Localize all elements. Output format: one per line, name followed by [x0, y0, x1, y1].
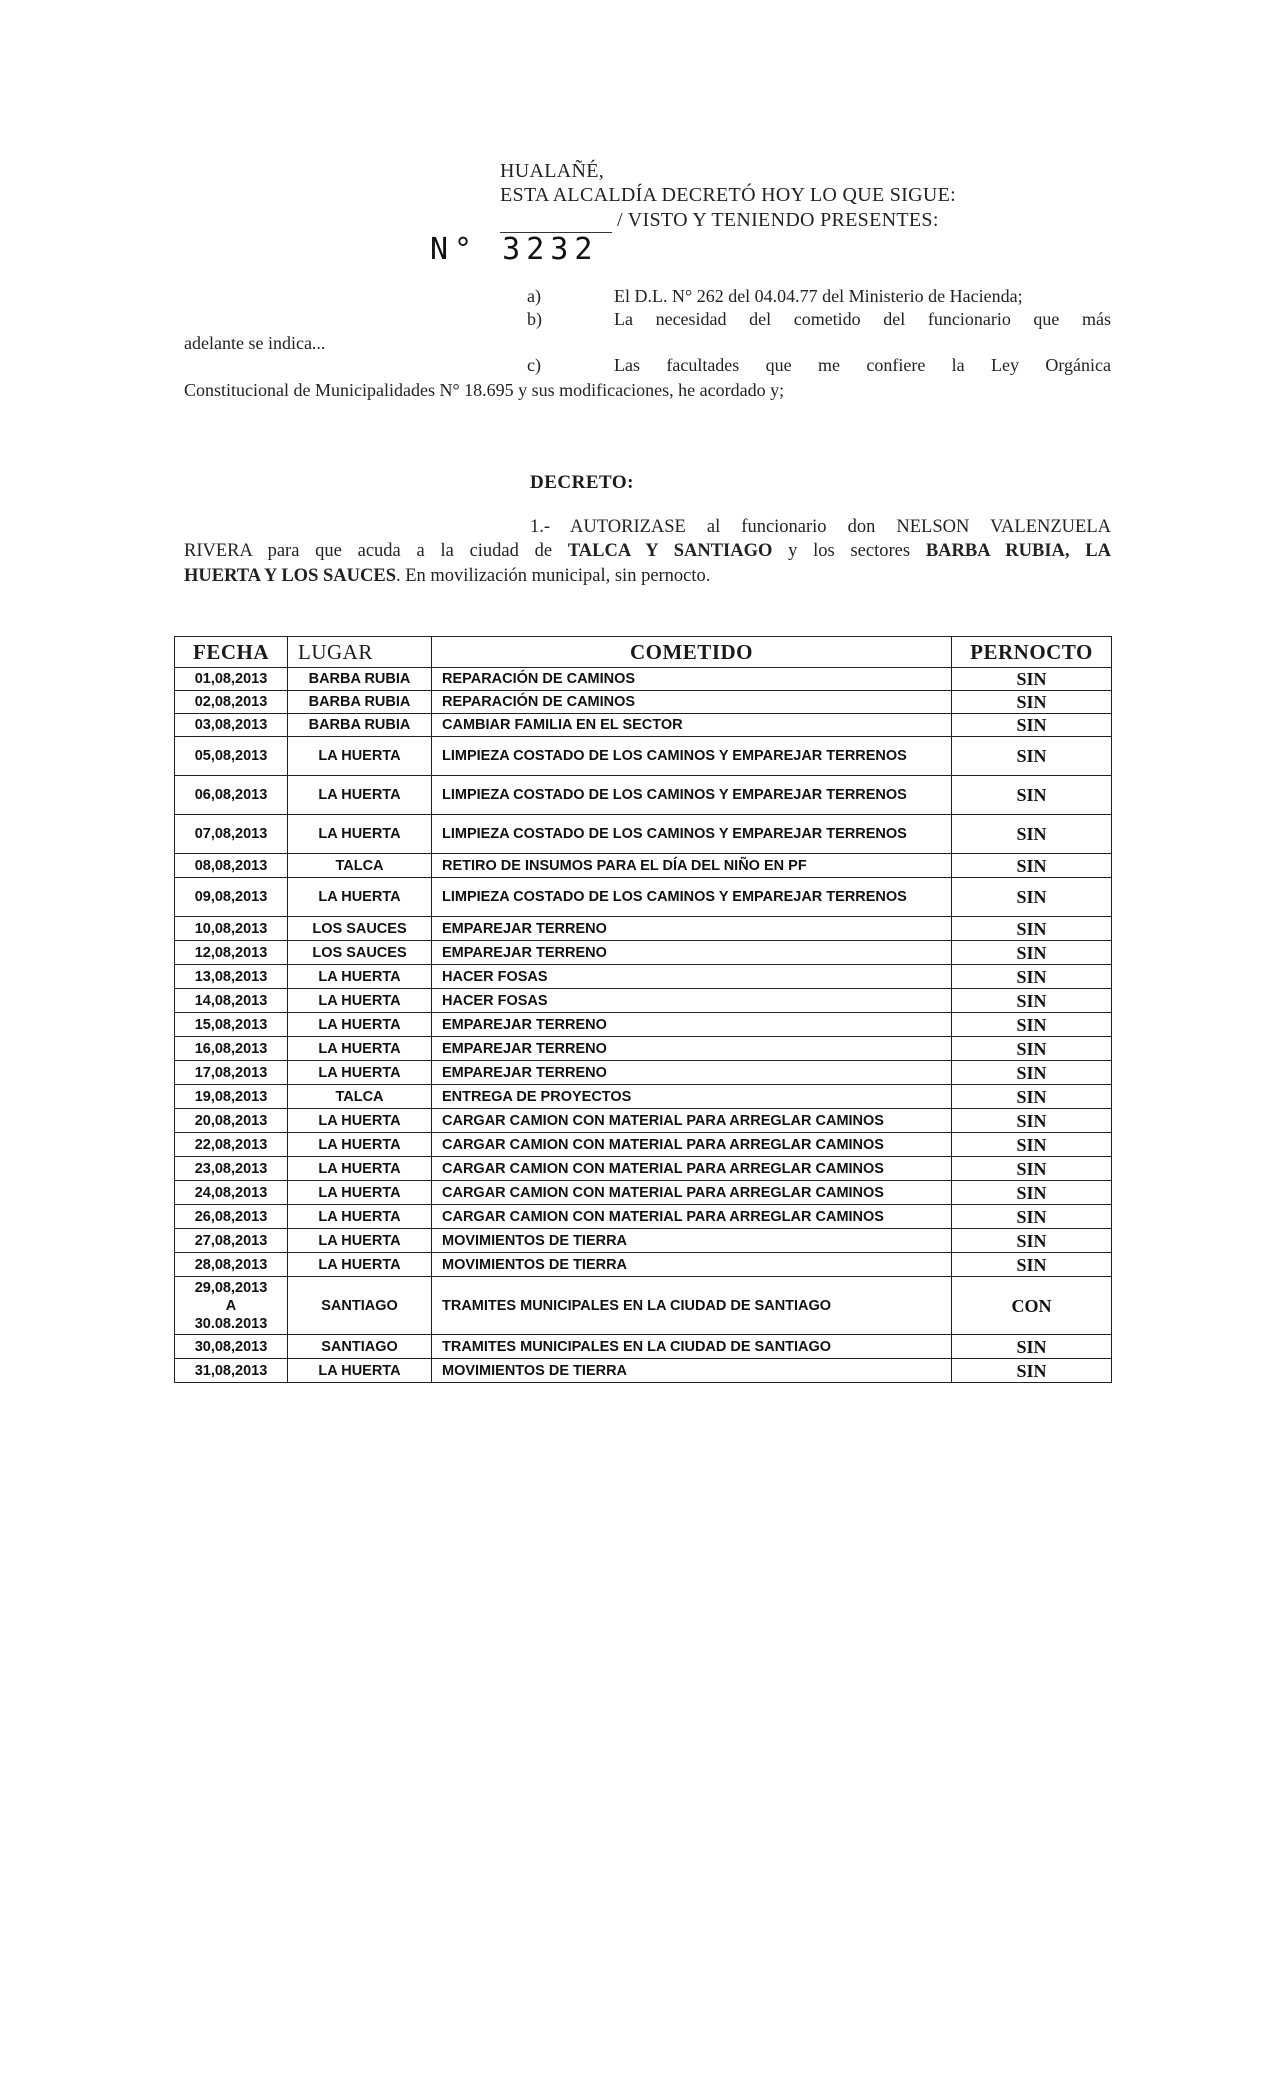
cell-lugar: LA HUERTA [288, 1229, 432, 1253]
table-row [175, 1359, 1112, 1383]
cell-pernocto: SIN [952, 1253, 1112, 1277]
cell-fecha [175, 1277, 288, 1335]
cell-cometido: TRAMITES MUNICIPALES EN LA CIUDAD DE SANTIAGO [432, 1335, 952, 1359]
cell-cometido: TRAMITES MUNICIPALES EN LA CIUDAD DE SANTIAGO [432, 1277, 952, 1335]
cell-cometido: EMPAREJAR TERRENO [432, 1013, 952, 1037]
cell-cometido: CARGAR CAMION CON MATERIAL PARA ARREGLAR CAMINOS [432, 1133, 952, 1157]
decreto-cities: TALCA Y SANTIAGO [567, 541, 773, 561]
table-row [175, 989, 1112, 1013]
table-row [175, 1013, 1112, 1037]
considerando-b-text: La necesidad del cometido del funcionario que más [614, 309, 1111, 329]
cell-lugar: BARBA RUBIA [288, 668, 432, 691]
table-row [175, 1335, 1112, 1359]
cell-fecha: 15,08,2013 [175, 1013, 288, 1037]
cell-lugar: LA HUERTA [288, 1133, 432, 1157]
decreto-sectors-part1: BARBA RUBIA, LA [925, 541, 1111, 561]
cell-fecha: 09,08,2013 [175, 878, 288, 917]
table-row [175, 1157, 1112, 1181]
cell-pernocto: SIN [952, 1157, 1112, 1181]
table-row [175, 1205, 1112, 1229]
decreto-text-movilizacion: . En movilización municipal, sin pernocto. [395, 566, 711, 586]
header-cometido: COMETIDO [432, 637, 952, 668]
cell-cometido: MOVIMIENTOS DE TIERRA [432, 1359, 952, 1383]
cell-cometido: EMPAREJAR TERRENO [432, 941, 952, 965]
cell-lugar: LOS SAUCES [288, 941, 432, 965]
cell-pernocto: SIN [952, 917, 1112, 941]
cell-pernocto: SIN [952, 941, 1112, 965]
cell-fecha: 19,08,2013 [175, 1085, 288, 1109]
decreto-paragraph-line2 [184, 541, 1111, 562]
schedule-body [175, 668, 1112, 1383]
cell-fecha: 07,08,2013 [175, 815, 288, 854]
cell-pernocto: CON [952, 1277, 1112, 1335]
table-row [175, 1133, 1112, 1157]
header-alcaldia-line: ESTA ALCALDÍA DECRETÓ HOY LO QUE SIGUE: [500, 184, 957, 206]
cell-fecha: 02,08,2013 [175, 691, 288, 714]
cell-pernocto: SIN [952, 1133, 1112, 1157]
cell-fecha: 20,08,2013 [175, 1109, 288, 1133]
cell-pernocto: SIN [952, 1181, 1112, 1205]
schedule-header-row [175, 637, 1112, 668]
decreto-title: DECRETO: [530, 472, 634, 493]
header-pernocto: PERNOCTO [952, 637, 1112, 668]
cell-pernocto: SIN [952, 965, 1112, 989]
cell-pernocto: SIN [952, 691, 1112, 714]
schedule-table [174, 636, 1112, 1383]
cell-cometido: EMPAREJAR TERRENO [432, 1061, 952, 1085]
cell-pernocto: SIN [952, 1205, 1112, 1229]
cell-cometido: LIMPIEZA COSTADO DE LOS CAMINOS Y EMPAREJAR TERRENOS [432, 737, 952, 776]
cell-lugar: LA HUERTA [288, 1205, 432, 1229]
cell-cometido: CAMBIAR FAMILIA EN EL SECTOR [432, 714, 952, 737]
table-row [175, 815, 1112, 854]
decreto-text-sectores: y los sectores [772, 541, 926, 561]
cell-lugar: SANTIAGO [288, 1277, 432, 1335]
table-row [175, 854, 1112, 878]
cell-fecha: 08,08,2013 [175, 854, 288, 878]
considerando-c-letter: c) [527, 355, 541, 375]
cell-lugar: LA HUERTA [288, 1253, 432, 1277]
table-row [175, 917, 1112, 941]
cell-fecha: 10,08,2013 [175, 917, 288, 941]
table-row [175, 691, 1112, 714]
cell-lugar: LA HUERTA [288, 776, 432, 815]
cell-lugar: TALCA [288, 854, 432, 878]
cell-fecha: 30,08,2013 [175, 1335, 288, 1359]
cell-lugar: LA HUERTA [288, 815, 432, 854]
cell-pernocto: SIN [952, 776, 1112, 815]
cell-fecha: 06,08,2013 [175, 776, 288, 815]
cell-lugar: BARBA RUBIA [288, 691, 432, 714]
header-city: HUALAÑÉ, [500, 160, 605, 182]
cell-cometido: EMPAREJAR TERRENO [432, 1037, 952, 1061]
table-row [175, 714, 1112, 737]
cell-lugar: LOS SAUCES [288, 917, 432, 941]
table-row [175, 1277, 1112, 1335]
cell-lugar: BARBA RUBIA [288, 714, 432, 737]
cell-cometido: CARGAR CAMION CON MATERIAL PARA ARREGLAR CAMINOS [432, 1181, 952, 1205]
table-row [175, 1181, 1112, 1205]
cell-fecha: 03,08,2013 [175, 714, 288, 737]
cell-lugar: LA HUERTA [288, 1157, 432, 1181]
table-row [175, 1061, 1112, 1085]
considerando-a-text: El D.L. N° 262 del 04.04.77 del Ministerio de Hacienda; [614, 286, 1023, 306]
considerando-b-continuation: adelante se indica... [184, 333, 326, 353]
cell-lugar: LA HUERTA [288, 737, 432, 776]
cell-pernocto: SIN [952, 854, 1112, 878]
cell-fecha-line: A [225, 1297, 237, 1314]
cell-cometido: ENTREGA DE PROYECTOS [432, 1085, 952, 1109]
cell-fecha: 14,08,2013 [175, 989, 288, 1013]
cell-pernocto: SIN [952, 737, 1112, 776]
cell-fecha: 23,08,2013 [175, 1157, 288, 1181]
cell-cometido: MOVIMIENTOS DE TIERRA [432, 1253, 952, 1277]
cell-lugar: LA HUERTA [288, 1061, 432, 1085]
decree-number-stamp: N° 3232 [430, 232, 599, 267]
cell-cometido: CARGAR CAMION CON MATERIAL PARA ARREGLAR CAMINOS [432, 1157, 952, 1181]
cell-pernocto: SIN [952, 668, 1112, 691]
header-visto-line: / VISTO Y TENIENDO PRESENTES: [617, 209, 939, 231]
table-row [175, 1109, 1112, 1133]
cell-fecha: 31,08,2013 [175, 1359, 288, 1383]
cell-lugar: SANTIAGO [288, 1335, 432, 1359]
table-row [175, 668, 1112, 691]
cell-pernocto: SIN [952, 1013, 1112, 1037]
cell-cometido: EMPAREJAR TERRENO [432, 917, 952, 941]
cell-cometido: RETIRO DE INSUMOS PARA EL DÍA DEL NIÑO EN PF [432, 854, 952, 878]
table-row [175, 878, 1112, 917]
cell-lugar: LA HUERTA [288, 965, 432, 989]
cell-pernocto: SIN [952, 878, 1112, 917]
cell-fecha: 05,08,2013 [175, 737, 288, 776]
table-row [175, 965, 1112, 989]
cell-pernocto: SIN [952, 1229, 1112, 1253]
cell-pernocto: SIN [952, 1335, 1112, 1359]
cell-fecha-line: 30.08.2013 [194, 1315, 268, 1332]
cell-fecha: 26,08,2013 [175, 1205, 288, 1229]
table-row [175, 1037, 1112, 1061]
decreto-text-rivera: RIVERA para que acuda a la ciudad de [184, 541, 568, 561]
cell-pernocto: SIN [952, 989, 1112, 1013]
cell-pernocto: SIN [952, 1359, 1112, 1383]
cell-fecha: 28,08,2013 [175, 1253, 288, 1277]
cell-cometido: CARGAR CAMION CON MATERIAL PARA ARREGLAR CAMINOS [432, 1205, 952, 1229]
cell-cometido: HACER FOSAS [432, 965, 952, 989]
table-row [175, 737, 1112, 776]
cell-fecha: 16,08,2013 [175, 1037, 288, 1061]
cell-fecha-line: 29,08,2013 [194, 1279, 268, 1296]
header-lugar: LUGAR [288, 637, 432, 668]
cell-cometido: CARGAR CAMION CON MATERIAL PARA ARREGLAR CAMINOS [432, 1109, 952, 1133]
cell-lugar: LA HUERTA [288, 1109, 432, 1133]
cell-lugar: LA HUERTA [288, 1181, 432, 1205]
cell-fecha: 01,08,2013 [175, 668, 288, 691]
cell-pernocto: SIN [952, 1061, 1112, 1085]
table-row [175, 941, 1112, 965]
decreto-paragraph-line3 [184, 566, 710, 587]
cell-lugar: LA HUERTA [288, 1037, 432, 1061]
considerando-c-continuation: Constitucional de Municipalidades N° 18.695 y sus modificaciones, he acordado y; [184, 380, 785, 400]
cell-fecha: 13,08,2013 [175, 965, 288, 989]
cell-cometido: MOVIMIENTOS DE TIERRA [432, 1229, 952, 1253]
cell-fecha: 12,08,2013 [175, 941, 288, 965]
header-fecha: FECHA [175, 637, 288, 668]
cell-cometido: LIMPIEZA COSTADO DE LOS CAMINOS Y EMPAREJAR TERRENOS [432, 815, 952, 854]
cell-fecha: 22,08,2013 [175, 1133, 288, 1157]
cell-cometido: REPARACIÓN DE CAMINOS [432, 668, 952, 691]
cell-pernocto: SIN [952, 815, 1112, 854]
cell-fecha: 27,08,2013 [175, 1229, 288, 1253]
cell-fecha: 24,08,2013 [175, 1181, 288, 1205]
table-row [175, 1253, 1112, 1277]
cell-lugar: LA HUERTA [288, 1359, 432, 1383]
cell-pernocto: SIN [952, 714, 1112, 737]
table-row [175, 1085, 1112, 1109]
cell-lugar: LA HUERTA [288, 989, 432, 1013]
table-row [175, 776, 1112, 815]
cell-pernocto: SIN [952, 1037, 1112, 1061]
cell-cometido: REPARACIÓN DE CAMINOS [432, 691, 952, 714]
cell-cometido: LIMPIEZA COSTADO DE LOS CAMINOS Y EMPAREJAR TERRENOS [432, 776, 952, 815]
cell-cometido: HACER FOSAS [432, 989, 952, 1013]
cell-lugar: TALCA [288, 1085, 432, 1109]
decreto-sectors-part2: HUERTA Y LOS SAUCES [184, 566, 396, 586]
considerando-b-letter: b) [527, 309, 542, 329]
cell-lugar: LA HUERTA [288, 1013, 432, 1037]
cell-fecha: 17,08,2013 [175, 1061, 288, 1085]
considerando-c-text: Las facultades que me confiere la Ley Orgánica [614, 355, 1111, 375]
cell-pernocto: SIN [952, 1085, 1112, 1109]
considerando-a-letter: a) [527, 286, 541, 306]
table-row [175, 1229, 1112, 1253]
cell-pernocto: SIN [952, 1109, 1112, 1133]
cell-lugar: LA HUERTA [288, 878, 432, 917]
cell-cometido: LIMPIEZA COSTADO DE LOS CAMINOS Y EMPAREJAR TERRENOS [432, 878, 952, 917]
decreto-paragraph-line1: 1.- AUTORIZASE al funcionario don NELSON VALENZUELA [530, 517, 1111, 537]
